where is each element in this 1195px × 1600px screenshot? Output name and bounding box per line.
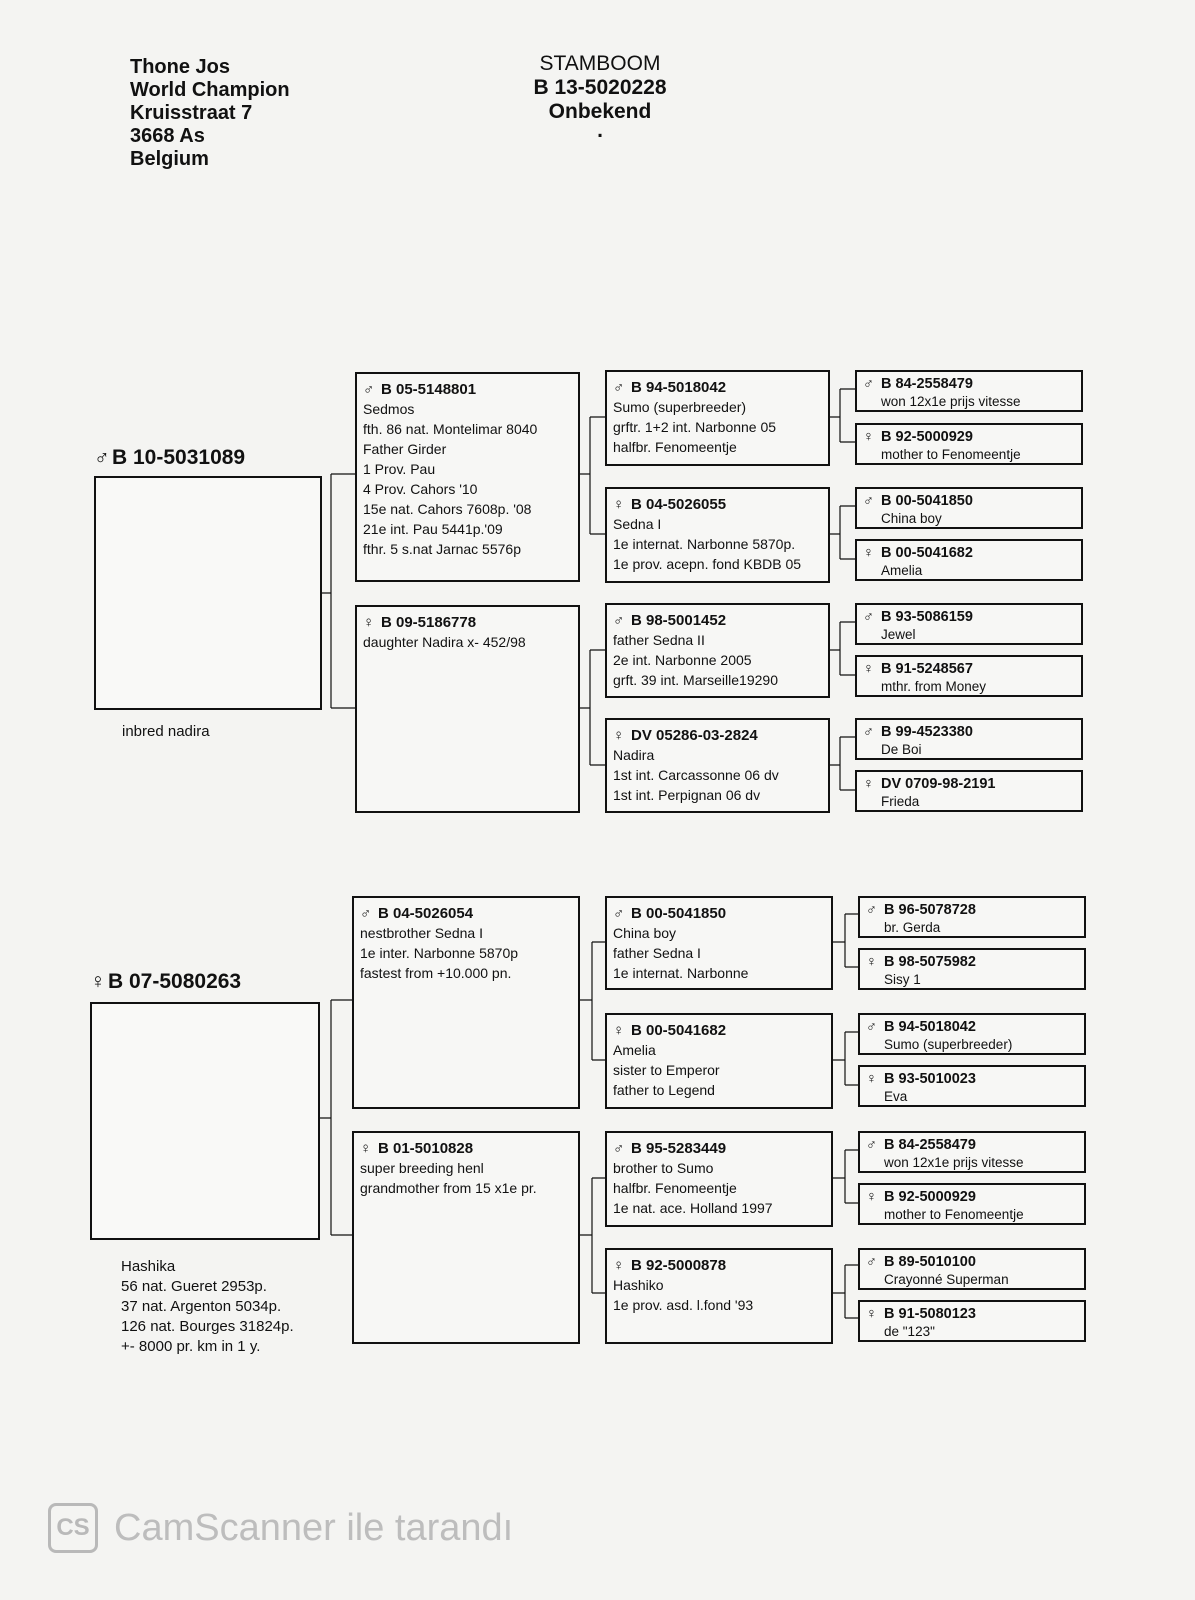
- male-icon: ♂: [94, 446, 110, 469]
- male-icon: ♂: [863, 724, 874, 740]
- ring-number: [613, 726, 822, 745]
- text-line: B 99-4523380: [881, 724, 973, 740]
- male-icon: ♂: [613, 379, 625, 396]
- ring-number: [613, 904, 825, 923]
- text-line: B 96-5078728: [884, 902, 976, 918]
- text-line: B 95-5283449: [631, 1140, 727, 1157]
- owner-country: Belgium: [130, 148, 209, 170]
- text-line: grft. 39 int. Marseille19290: [613, 672, 778, 688]
- ring-number: [613, 378, 822, 397]
- owner-title: World Champion: [130, 79, 290, 101]
- subject-ring-number: B 13-5020228: [533, 76, 667, 99]
- dam-mf-box: [605, 1131, 833, 1227]
- dam-g3-box: [858, 1183, 1086, 1225]
- female-icon: ♀: [863, 776, 874, 792]
- sire-g3-box: [855, 487, 1083, 529]
- text-line: 1e prov. asd. l.fond '93: [613, 1297, 754, 1313]
- ring-number: [863, 429, 1075, 446]
- ring-number: [863, 776, 1075, 793]
- text-line: DV 05286-03-2824: [631, 727, 758, 744]
- female-icon: ♀: [90, 970, 106, 993]
- female-icon: ♀: [863, 661, 874, 677]
- ring-number: [613, 495, 822, 514]
- text-line: China boy: [613, 925, 677, 941]
- ring-number: [613, 1021, 825, 1040]
- text-line: halfbr. Fenomeentje: [613, 1180, 737, 1196]
- dam-g3-box: [858, 1300, 1086, 1342]
- text-line: father to Legend: [613, 1082, 715, 1098]
- female-icon: ♀: [613, 1257, 625, 1274]
- text-line: B 98-5001452: [631, 612, 727, 629]
- text-line: B 89-5010100: [884, 1254, 976, 1270]
- text-line: 126 nat. Bourges 31824p.: [121, 1318, 294, 1335]
- female-icon: ♀: [863, 545, 874, 561]
- ring-number: [863, 609, 1075, 626]
- ring-number: [613, 611, 822, 630]
- text-line: B 84-2558479: [881, 376, 973, 392]
- text-line: B 84-2558479: [884, 1137, 976, 1153]
- text-line: de "123": [884, 1324, 935, 1339]
- owner-city: 3668 As: [130, 125, 205, 147]
- text-line: Jewel: [881, 627, 916, 642]
- female-icon: ♀: [866, 1071, 877, 1087]
- text-line: B 93-5086159: [881, 609, 973, 625]
- dam-g3-box: [858, 948, 1086, 990]
- dam-g3-box: [858, 896, 1086, 938]
- dam-mother-box: [352, 1131, 580, 1344]
- text-line: won 12x1e prijs vitesse: [884, 1155, 1024, 1170]
- text-line: Amelia: [881, 563, 923, 578]
- ring-number: [863, 661, 1075, 678]
- text-line: Frieda: [881, 794, 920, 809]
- dam-note: [121, 1257, 294, 1357]
- ring-number: [360, 1139, 572, 1158]
- text-line: B 92-5000878: [631, 1257, 727, 1274]
- text-line: 21e int. Pau 5441p.'09: [363, 521, 503, 537]
- text-line: 1e internat. Narbonne: [613, 965, 749, 981]
- ring-number: [866, 902, 1078, 919]
- male-icon: ♂: [613, 612, 625, 629]
- text-line: B 98-5075982: [884, 954, 976, 970]
- dam-g3-box: [858, 1248, 1086, 1290]
- page-title: STAMBOOM: [539, 52, 661, 75]
- text-line: B 04-5026054: [378, 905, 474, 922]
- text-line: B 01-5010828: [378, 1140, 474, 1157]
- sire-mm-box: [605, 718, 830, 813]
- text-line: B 93-5010023: [884, 1071, 976, 1087]
- female-icon: ♀: [866, 1189, 877, 1205]
- text-line: China boy: [881, 511, 942, 526]
- text-line: super breeding henl: [360, 1160, 484, 1176]
- text-line: B 92-5000929: [881, 429, 973, 445]
- ring-number: [613, 1256, 825, 1275]
- text-line: Amelia: [613, 1042, 656, 1058]
- text-line: B 94-5018042: [631, 379, 727, 396]
- male-icon: ♂: [863, 493, 874, 509]
- camscanner-text: CamScanner ile tarandı: [114, 1506, 514, 1549]
- sire-note: [122, 722, 210, 742]
- male-icon: ♂: [863, 376, 874, 392]
- text-line: B 91-5248567: [881, 661, 973, 677]
- ring-number: [866, 1019, 1078, 1036]
- text-line: B 94-5018042: [884, 1019, 976, 1035]
- text-line: 4 Prov. Cahors '10: [363, 481, 478, 497]
- sire-g3-box: [855, 770, 1083, 812]
- text-line: mother to Fenomeentje: [881, 447, 1021, 462]
- sire-mother-box: [355, 605, 580, 813]
- female-icon: ♀: [866, 1306, 877, 1322]
- text-line: grandmother from 15 x1e pr.: [360, 1180, 537, 1196]
- text-line: Nadira: [613, 747, 655, 763]
- title-dot: .: [597, 119, 603, 142]
- text-line: Sisy 1: [884, 972, 921, 987]
- text-line: B 92-5000929: [884, 1189, 976, 1205]
- text-line: Sumo (superbreeder): [613, 399, 747, 415]
- male-icon: ♂: [866, 902, 877, 918]
- text-line: 1st int. Perpignan 06 dv: [613, 787, 761, 803]
- dam-ring: ♀ B 07-5080263: [90, 970, 242, 993]
- ring-number: [866, 1071, 1078, 1088]
- female-icon: ♀: [613, 727, 625, 744]
- text-line: Sumo (superbreeder): [884, 1037, 1013, 1052]
- female-icon: ♀: [866, 954, 877, 970]
- text-line: 1e nat. ace. Holland 1997: [613, 1200, 773, 1216]
- text-line: 37 nat. Argenton 5034p.: [121, 1298, 282, 1315]
- text-line: B 00-5041850: [881, 493, 973, 509]
- text-line: Hashiko: [613, 1277, 664, 1293]
- text-line: 1e inter. Narbonne 5870p: [360, 945, 519, 961]
- text-line: Eva: [884, 1089, 908, 1104]
- text-line: B 00-5041682: [881, 545, 973, 561]
- ring-number: [866, 954, 1078, 971]
- male-icon: ♂: [363, 381, 375, 398]
- text-line: mother to Fenomeentje: [884, 1207, 1024, 1222]
- text-line: fastest from +10.000 pn.: [360, 965, 512, 981]
- text-line: 1 Prov. Pau: [363, 461, 436, 477]
- text-line: father Sedna II: [613, 632, 705, 648]
- text-line: B 09-5186778: [381, 614, 477, 631]
- ring-number: [866, 1254, 1078, 1271]
- ring-number: [363, 613, 572, 632]
- ring-number: [863, 493, 1075, 510]
- dam-g3-box: [858, 1013, 1086, 1055]
- owner-street: Kruisstraat 7: [130, 102, 253, 124]
- sire-g3-box: [855, 603, 1083, 645]
- sire-father-box: [355, 372, 580, 582]
- male-icon: ♂: [866, 1019, 877, 1035]
- text-line: halfbr. Fenomeentje: [613, 439, 737, 455]
- sire-g3-box: [855, 539, 1083, 581]
- dam-mm-box: [605, 1248, 833, 1344]
- text-line: 1st int. Carcassonne 06 dv: [613, 767, 779, 783]
- owner-name: Thone Jos: [130, 56, 231, 78]
- male-icon: ♂: [863, 609, 874, 625]
- text-line: 56 nat. Gueret 2953p.: [121, 1278, 267, 1295]
- female-icon: ♀: [863, 429, 874, 445]
- subject-name: Onbekend: [548, 100, 652, 123]
- dam-g3-box: [858, 1065, 1086, 1107]
- text-line: br. Gerda: [884, 920, 941, 935]
- text-line: inbred nadira: [122, 723, 210, 740]
- text-line: daughter Nadira x- 452/98: [363, 634, 526, 650]
- ring-number: [360, 904, 572, 923]
- text-line: B 00-5041682: [631, 1022, 727, 1039]
- male-icon: ♂: [613, 905, 625, 922]
- text-line: Father Girder: [363, 441, 447, 457]
- text-line: DV 0709-98-2191: [881, 776, 996, 792]
- male-icon: ♂: [613, 1140, 625, 1157]
- dam-g3-box: [858, 1131, 1086, 1173]
- sire-g3-box: [855, 370, 1083, 412]
- female-icon: ♀: [363, 614, 375, 631]
- ring-number: [863, 724, 1075, 741]
- text-line: De Boi: [881, 742, 922, 757]
- text-line: won 12x1e prijs vitesse: [881, 394, 1021, 409]
- ring-number: [866, 1189, 1078, 1206]
- male-icon: ♂: [866, 1254, 877, 1270]
- sire-ring: ♂ B 10-5031089: [94, 446, 246, 469]
- dam-father-box: [352, 896, 580, 1109]
- text-line: 1e prov. acepn. fond KBDB 05: [613, 556, 802, 572]
- text-line: father Sedna I: [613, 945, 701, 961]
- text-line: fthr. 5 s.nat Jarnac 5576p: [363, 541, 521, 557]
- female-icon: ♀: [613, 1022, 625, 1039]
- text-line: B 00-5041850: [631, 905, 727, 922]
- text-line: 2e int. Narbonne 2005: [613, 652, 752, 668]
- text-line: Sedmos: [363, 401, 415, 417]
- ring-number: [613, 1139, 825, 1158]
- female-icon: ♀: [613, 496, 625, 513]
- ring-number: [866, 1306, 1078, 1323]
- male-icon: ♂: [360, 905, 372, 922]
- camscanner-logo-icon: CS: [48, 1503, 98, 1553]
- sire-g3-box: [855, 423, 1083, 465]
- sire-g3-box: [855, 655, 1083, 697]
- dam-ff-box: [605, 896, 833, 990]
- text-line: grftr. 1+2 int. Narbonne 05: [613, 419, 777, 435]
- text-line: Sedna I: [613, 516, 662, 532]
- ring-number: [363, 380, 572, 399]
- text-line: nestbrother Sedna I: [360, 925, 483, 941]
- dam-photo-frame: [90, 1002, 320, 1240]
- camscanner-watermark: [48, 1503, 513, 1553]
- text-line: sister to Emperor: [613, 1062, 720, 1078]
- male-icon: ♂: [866, 1137, 877, 1153]
- sire-g3-box: [855, 718, 1083, 760]
- text-line: Crayonné Superman: [884, 1272, 1009, 1287]
- text-line: mthr. from Money: [881, 679, 987, 694]
- text-line: +- 8000 pr. km in 1 y.: [121, 1338, 261, 1355]
- text-line: B 05-5148801: [381, 381, 477, 398]
- sire-mf-box: [605, 603, 830, 698]
- dam-fm-box: [605, 1013, 833, 1109]
- text-line: Hashika: [121, 1258, 176, 1275]
- text-line: B 04-5026055: [631, 496, 727, 513]
- text-line: 15e nat. Cahors 7608p. '08: [363, 501, 532, 517]
- text-line: brother to Sumo: [613, 1160, 714, 1176]
- sire-fm-box: [605, 487, 830, 583]
- text-line: 1e internat. Narbonne 5870p.: [613, 536, 796, 552]
- sire-photo-frame: [94, 476, 322, 710]
- ring-number: [863, 545, 1075, 562]
- text-line: fth. 86 nat. Montelimar 8040: [363, 421, 538, 437]
- female-icon: ♀: [360, 1140, 372, 1157]
- ring-number: [866, 1137, 1078, 1154]
- ring-number: [863, 376, 1075, 393]
- text-line: B 91-5080123: [884, 1306, 976, 1322]
- sire-ff-box: [605, 370, 830, 466]
